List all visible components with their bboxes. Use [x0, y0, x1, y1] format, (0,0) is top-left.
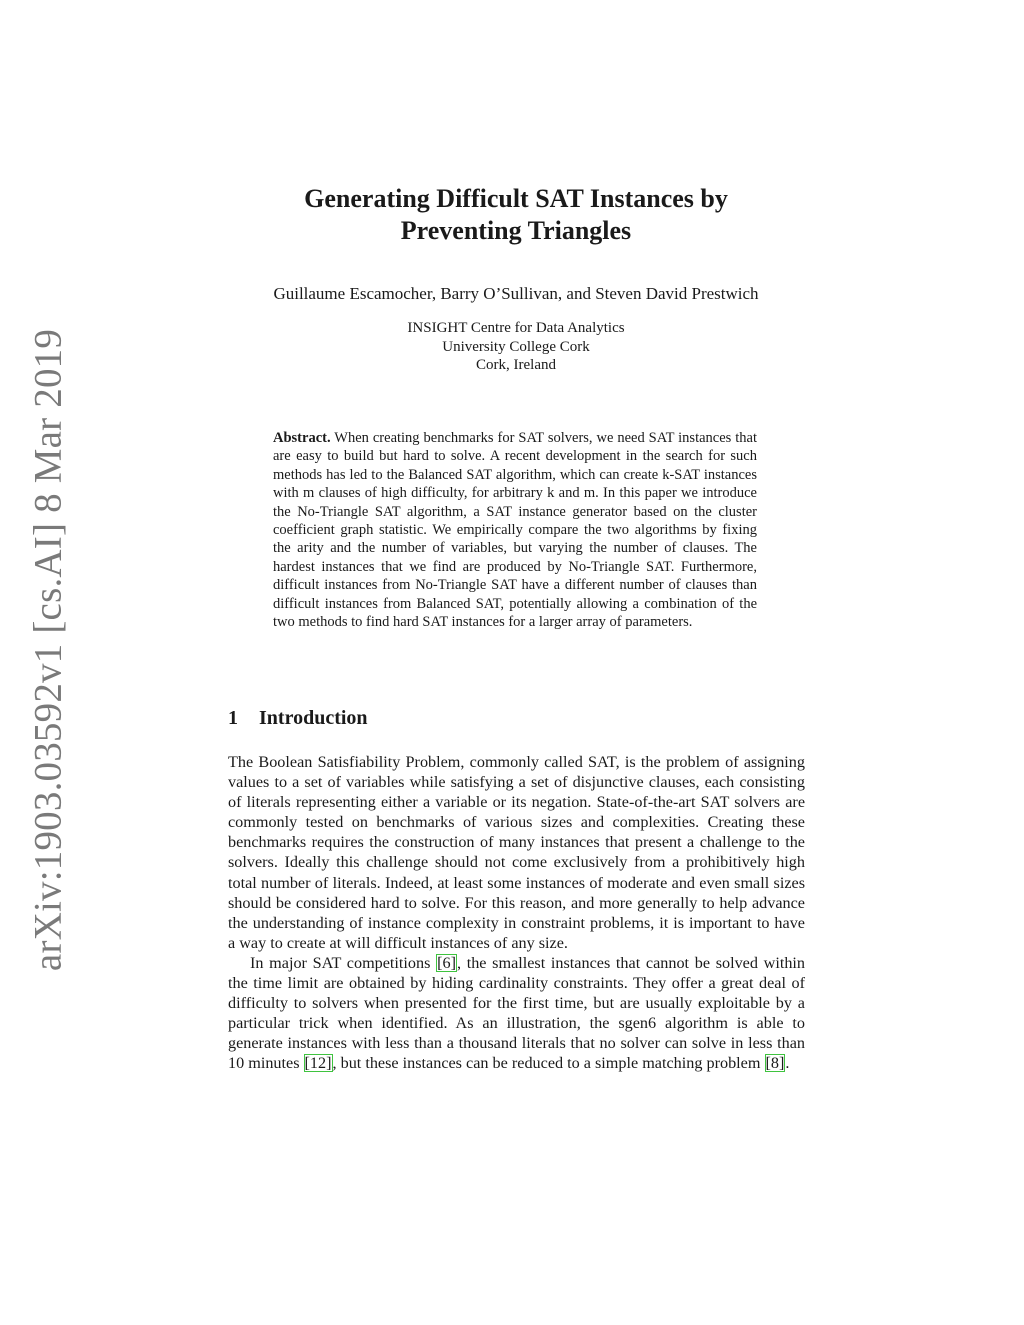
- paragraph-2-part-2: , the smallest instances that cannot be solved within the time limit are obtained by hiding cardinality constraints. They offer a great deal of difficulty to solvers when presented for the first time, but are usually exploitable by a particular trick when identified. As an illustration, the sgen6 algorithm is able to generate instances with less than a thousand literals that no solver can solve in less than 10 minutes: [228, 953, 806, 1073]
- citation-link-12[interactable]: [12]: [304, 1054, 332, 1073]
- abstract-label: Abstract.: [273, 430, 331, 446]
- abstract: [273, 429, 757, 631]
- paragraph-1: The Boolean Satisfiability Problem, commonly called SAT, is the problem of assigning values to a set of variables while satisfying a set of disjunctive clauses, each consisting of literals representing either a variable or its negation. State-of-the-art SAT solvers are commonly tested on benchmarks of various sizes and complexities. Creating these benchmarks requires the construction of many instances that present a challenge to the solvers. Ideally this challenge should not come exclusively from a prohibitively high total number of literals. Indeed, at least some instances of moderate and even small sizes should be considered hard to solve. For this reason, and more generally to help advance the understanding of instance complexity in constraint problems, it is important to have a way to create at will difficult instances of any size.: [228, 753, 805, 952]
- title-line-2: Preventing Triangles: [400, 216, 632, 245]
- citation-link-6[interactable]: [6]: [437, 953, 456, 972]
- affiliation: [228, 319, 804, 375]
- paper-title: [228, 183, 804, 247]
- paragraph-2-part-1: In major SAT competitions: [250, 953, 437, 972]
- paragraph-2-part-3: , but these instances can be reduced to a simple matching problem: [332, 1054, 765, 1073]
- arxiv-stamp: [20, 328, 76, 972]
- section-number: 1: [228, 707, 238, 729]
- affiliation-line-2: University College Cork: [442, 338, 590, 355]
- section-heading: [228, 705, 804, 731]
- body-text: [228, 752, 805, 1074]
- citation-link-8[interactable]: [8]: [765, 1054, 785, 1073]
- section-title: Introduction: [259, 707, 368, 729]
- arxiv-stamp-text: arXiv:1903.03592v1 [cs.AI] 8 Mar 2019: [26, 328, 70, 972]
- affiliation-line-1: INSIGHT Centre for Data Analytics: [407, 320, 625, 336]
- abstract-text: When creating benchmarks for SAT solvers, we need SAT instances that are easy to build but hard to solve. A recent development in the search for such methods has led to the Balanced SAT algorithm, which can create k-SAT instances with m clauses of high difficulty, for arbitrary k and m. In this paper we introduce the No-Triangle SAT algorithm, a SAT instance generator based on the cluster coefficient graph statistic. We empirically compare the two algorithms by fixing the arity and the number of variables, but varying the number of clauses. The hardest instances that we find are produced by No-Triangle SAT. Furthermore, difficult instances from No-Triangle SAT have a different number of clauses than difficult instances from Balanced SAT, potentially allowing a combination of the two methods to find hard SAT instances for a larger array of parameters.: [273, 430, 758, 631]
- paragraph-2: [228, 953, 805, 1074]
- author-list: Guillaume Escamocher, Barry O’Sullivan, and Steven David Prestwich: [273, 284, 759, 303]
- title-line-1: Generating Difficult SAT Instances by: [304, 184, 728, 213]
- paragraph-2-part-4: .: [785, 1054, 790, 1073]
- affiliation-line-3: Cork, Ireland: [476, 357, 556, 373]
